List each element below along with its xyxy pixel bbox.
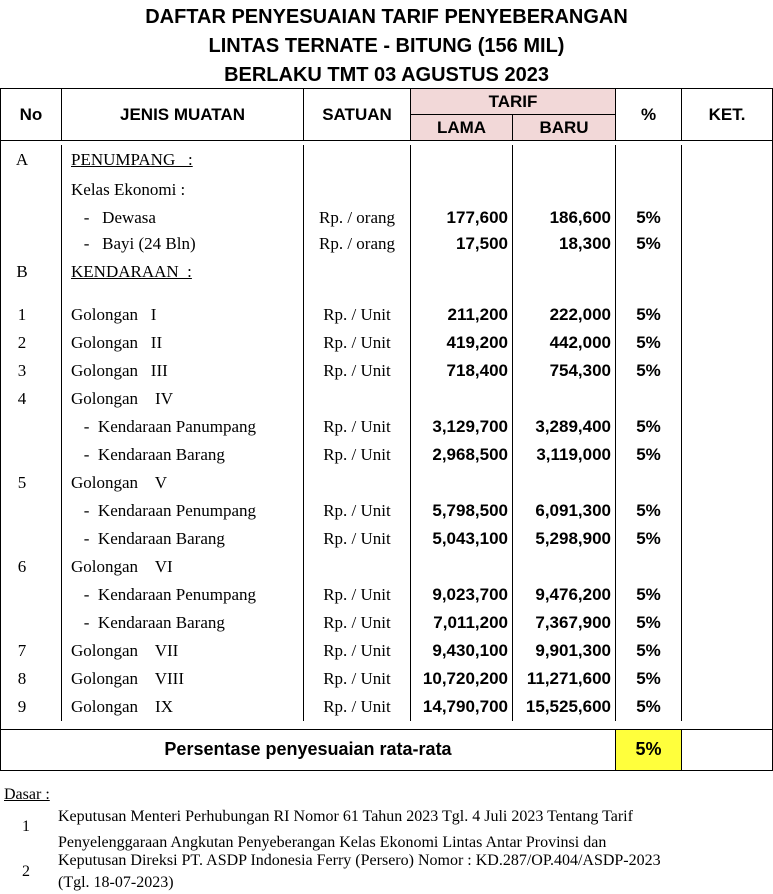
- row-tarif-lama: 17,500: [411, 231, 513, 257]
- table-row: [1, 231, 773, 257]
- dasar-item-1-number: 1: [22, 818, 30, 835]
- header-tarif: TARIF: [411, 89, 616, 115]
- row-ket: [682, 497, 773, 525]
- row-satuan: Rp. / orang: [304, 205, 411, 231]
- header-baru: BARU: [513, 115, 616, 141]
- row-ket: [682, 441, 773, 469]
- row-tarif-baru: 186,600: [513, 205, 616, 231]
- row-tarif-baru: 18,300: [513, 231, 616, 257]
- row-satuan: [304, 175, 411, 205]
- row-no: 4: [1, 385, 62, 413]
- row-jenis-muatan: Golongan IX: [62, 693, 304, 721]
- row-tarif-lama: [411, 553, 513, 581]
- row-ket: [682, 205, 773, 231]
- row-percent: 5%: [616, 413, 682, 441]
- row-no: A: [1, 145, 62, 175]
- row-percent: 5%: [616, 441, 682, 469]
- row-jenis-muatan: - Kendaraan Barang: [62, 609, 304, 637]
- row-percent: 5%: [616, 301, 682, 329]
- table-row: [1, 357, 773, 385]
- row-jenis-muatan: - Kendaraan Penumpang: [62, 581, 304, 609]
- dasar-item-2-line-2: (Tgl. 18-07-2023): [58, 874, 174, 891]
- row-percent: 5%: [616, 205, 682, 231]
- average-label: Persentase penyesuaian rata-rata: [1, 729, 616, 770]
- row-no: 7: [1, 637, 62, 665]
- row-jenis-muatan: Golongan II: [62, 329, 304, 357]
- row-jenis-muatan: KENDARAAN :: [62, 257, 304, 287]
- row-no: 8: [1, 665, 62, 693]
- row-tarif-lama: [411, 385, 513, 413]
- header-no: No: [1, 89, 62, 141]
- row-percent: [616, 385, 682, 413]
- row-no: 9: [1, 693, 62, 721]
- row-percent: 5%: [616, 665, 682, 693]
- row-percent: 5%: [616, 525, 682, 553]
- tariff-table: [0, 88, 773, 771]
- row-jenis-muatan: PENUMPANG :: [62, 145, 304, 175]
- dasar-item-2: [58, 850, 661, 894]
- row-percent: [616, 287, 682, 301]
- row-ket: [682, 469, 773, 497]
- row-tarif-lama: 2,968,500: [411, 441, 513, 469]
- row-jenis-muatan: - Bayi (24 Bln): [62, 231, 304, 257]
- table-row: [1, 553, 773, 581]
- row-tarif-baru: 6,091,300: [513, 497, 616, 525]
- row-satuan: [304, 257, 411, 287]
- row-ket: [682, 609, 773, 637]
- row-satuan: Rp. / Unit: [304, 609, 411, 637]
- title-line-3: BERLAKU TMT 03 AGUSTUS 2023: [224, 64, 549, 86]
- row-tarif-lama: 718,400: [411, 357, 513, 385]
- row-tarif-baru: 754,300: [513, 357, 616, 385]
- table-row: [1, 441, 773, 469]
- row-no: 5: [1, 469, 62, 497]
- row-satuan: [304, 145, 411, 175]
- row-no: [1, 205, 62, 231]
- row-tarif-lama: 10,720,200: [411, 665, 513, 693]
- row-no: [1, 287, 62, 301]
- dasar-item-2-line-1: Keputusan Direksi PT. ASDP Indonesia Ferry (Persero) Nomor : KD.287/OP.404/ASDP-2023: [58, 852, 661, 869]
- row-satuan: Rp. / Unit: [304, 413, 411, 441]
- table-row: [1, 205, 773, 231]
- average-ket: [682, 729, 773, 770]
- title-line-1: DAFTAR PENYESUAIAN TARIF PENYEBERANGAN: [145, 6, 628, 28]
- row-ket: [682, 581, 773, 609]
- row-ket: [682, 693, 773, 721]
- table-row: [1, 413, 773, 441]
- row-no: [1, 581, 62, 609]
- table-row: [1, 301, 773, 329]
- row-ket: [682, 329, 773, 357]
- table-row: [1, 525, 773, 553]
- row-satuan: Rp. / Unit: [304, 497, 411, 525]
- row-tarif-baru: 3,119,000: [513, 441, 616, 469]
- row-tarif-baru: [513, 257, 616, 287]
- row-tarif-lama: 9,430,100: [411, 637, 513, 665]
- row-tarif-lama: 211,200: [411, 301, 513, 329]
- row-no: [1, 231, 62, 257]
- title-line-2: LINTAS TERNATE - BITUNG (156 MIL): [208, 35, 565, 57]
- row-no: [1, 441, 62, 469]
- row-satuan: [304, 553, 411, 581]
- row-jenis-muatan: - Kendaraan Barang: [62, 525, 304, 553]
- average-value: 5%: [616, 729, 682, 770]
- table-row: [1, 257, 773, 287]
- row-jenis-muatan: - Kendaraan Barang: [62, 441, 304, 469]
- row-tarif-baru: [513, 145, 616, 175]
- row-satuan: Rp. / Unit: [304, 525, 411, 553]
- row-ket: [682, 301, 773, 329]
- row-jenis-muatan: Golongan III: [62, 357, 304, 385]
- row-percent: 5%: [616, 609, 682, 637]
- row-ket: [682, 665, 773, 693]
- row-jenis-muatan: - Kendaraan Penumpang: [62, 497, 304, 525]
- row-tarif-baru: [513, 175, 616, 205]
- row-tarif-baru: 9,476,200: [513, 581, 616, 609]
- row-satuan: Rp. / Unit: [304, 357, 411, 385]
- table-row: [1, 693, 773, 721]
- row-tarif-baru: [513, 553, 616, 581]
- table-row: [1, 145, 773, 175]
- row-percent: [616, 175, 682, 205]
- row-tarif-lama: [411, 175, 513, 205]
- row-no: 1: [1, 301, 62, 329]
- dasar-item-1-line-2: Penyelenggaraan Angkutan Penyeberangan Kelas Ekonomi Lintas Antar Provinsi dan: [58, 834, 607, 851]
- row-percent: 5%: [616, 357, 682, 385]
- dasar-item-2-number: 2: [22, 863, 30, 880]
- row-tarif-lama: [411, 287, 513, 301]
- row-percent: 5%: [616, 693, 682, 721]
- row-no: [1, 609, 62, 637]
- header-satuan: SATUAN: [304, 89, 411, 141]
- row-jenis-muatan: - Dewasa: [62, 205, 304, 231]
- header-ket: KET.: [682, 89, 773, 141]
- row-satuan: [304, 469, 411, 497]
- row-tarif-lama: 177,600: [411, 205, 513, 231]
- row-percent: 5%: [616, 497, 682, 525]
- row-tarif-lama: [411, 145, 513, 175]
- row-tarif-lama: 9,023,700: [411, 581, 513, 609]
- row-ket: [682, 357, 773, 385]
- row-tarif-lama: [411, 257, 513, 287]
- row-tarif-baru: 9,901,300: [513, 637, 616, 665]
- table-row: [1, 469, 773, 497]
- row-tarif-baru: 442,000: [513, 329, 616, 357]
- row-percent: 5%: [616, 231, 682, 257]
- row-ket: [682, 257, 773, 287]
- row-jenis-muatan: Golongan VII: [62, 637, 304, 665]
- table-row: [1, 581, 773, 609]
- row-ket: [682, 553, 773, 581]
- table-row: [1, 385, 773, 413]
- row-jenis-muatan: Golongan IV: [62, 385, 304, 413]
- row-satuan: Rp. / Unit: [304, 441, 411, 469]
- row-tarif-baru: 15,525,600: [513, 693, 616, 721]
- row-ket: [682, 525, 773, 553]
- row-no: [1, 175, 62, 205]
- table-row: [1, 175, 773, 205]
- row-ket: [682, 175, 773, 205]
- row-no: [1, 525, 62, 553]
- row-satuan: [304, 385, 411, 413]
- row-jenis-muatan: [62, 287, 304, 301]
- row-percent: [616, 145, 682, 175]
- row-tarif-lama: 7,011,200: [411, 609, 513, 637]
- row-tarif-baru: 3,289,400: [513, 413, 616, 441]
- row-satuan: Rp. / Unit: [304, 581, 411, 609]
- header-jenis-muatan: JENIS MUATAN: [62, 89, 304, 141]
- row-tarif-lama: 5,043,100: [411, 525, 513, 553]
- row-no: 6: [1, 553, 62, 581]
- row-percent: 5%: [616, 581, 682, 609]
- table-row: [1, 497, 773, 525]
- row-tarif-baru: 7,367,900: [513, 609, 616, 637]
- row-tarif-lama: 5,798,500: [411, 497, 513, 525]
- dasar-item-1: [58, 806, 633, 854]
- row-jenis-muatan: Kelas Ekonomi :: [62, 175, 304, 205]
- row-no: [1, 497, 62, 525]
- row-jenis-muatan: Golongan I: [62, 301, 304, 329]
- row-tarif-baru: 5,298,900: [513, 525, 616, 553]
- row-ket: [682, 287, 773, 301]
- row-percent: [616, 553, 682, 581]
- row-jenis-muatan: Golongan VIII: [62, 665, 304, 693]
- row-percent: [616, 257, 682, 287]
- row-jenis-muatan: Golongan VI: [62, 553, 304, 581]
- row-jenis-muatan: Golongan V: [62, 469, 304, 497]
- row-tarif-lama: 3,129,700: [411, 413, 513, 441]
- row-tarif-lama: 14,790,700: [411, 693, 513, 721]
- row-tarif-baru: 11,271,600: [513, 665, 616, 693]
- header-percent: %: [616, 89, 682, 141]
- table-row: [1, 609, 773, 637]
- row-jenis-muatan: - Kendaraan Panumpang: [62, 413, 304, 441]
- row-tarif-baru: [513, 469, 616, 497]
- row-percent: 5%: [616, 329, 682, 357]
- row-satuan: Rp. / Unit: [304, 329, 411, 357]
- row-percent: 5%: [616, 637, 682, 665]
- row-tarif-lama: [411, 469, 513, 497]
- row-ket: [682, 637, 773, 665]
- header-lama: LAMA: [411, 115, 513, 141]
- table-row: [1, 665, 773, 693]
- row-tarif-lama: 419,200: [411, 329, 513, 357]
- row-satuan: Rp. / Unit: [304, 637, 411, 665]
- table-row: [1, 637, 773, 665]
- row-satuan: Rp. / Unit: [304, 693, 411, 721]
- row-ket: [682, 145, 773, 175]
- row-satuan: Rp. / orang: [304, 231, 411, 257]
- row-no: B: [1, 257, 62, 287]
- dasar-label: Dasar :: [4, 786, 50, 803]
- dasar-item-1-line-1: Keputusan Menteri Perhubungan RI Nomor 61 Tahun 2023 Tgl. 4 Juli 2023 Tentang Tarif: [58, 808, 633, 825]
- row-no: [1, 413, 62, 441]
- row-no: 2: [1, 329, 62, 357]
- row-no: 3: [1, 357, 62, 385]
- table-row: [1, 287, 773, 301]
- table-row: [1, 329, 773, 357]
- row-tarif-baru: [513, 287, 616, 301]
- row-ket: [682, 413, 773, 441]
- row-satuan: [304, 287, 411, 301]
- row-ket: [682, 231, 773, 257]
- row-tarif-baru: 222,000: [513, 301, 616, 329]
- row-ket: [682, 385, 773, 413]
- row-tarif-baru: [513, 385, 616, 413]
- row-satuan: Rp. / Unit: [304, 301, 411, 329]
- row-satuan: Rp. / Unit: [304, 665, 411, 693]
- row-percent: [616, 469, 682, 497]
